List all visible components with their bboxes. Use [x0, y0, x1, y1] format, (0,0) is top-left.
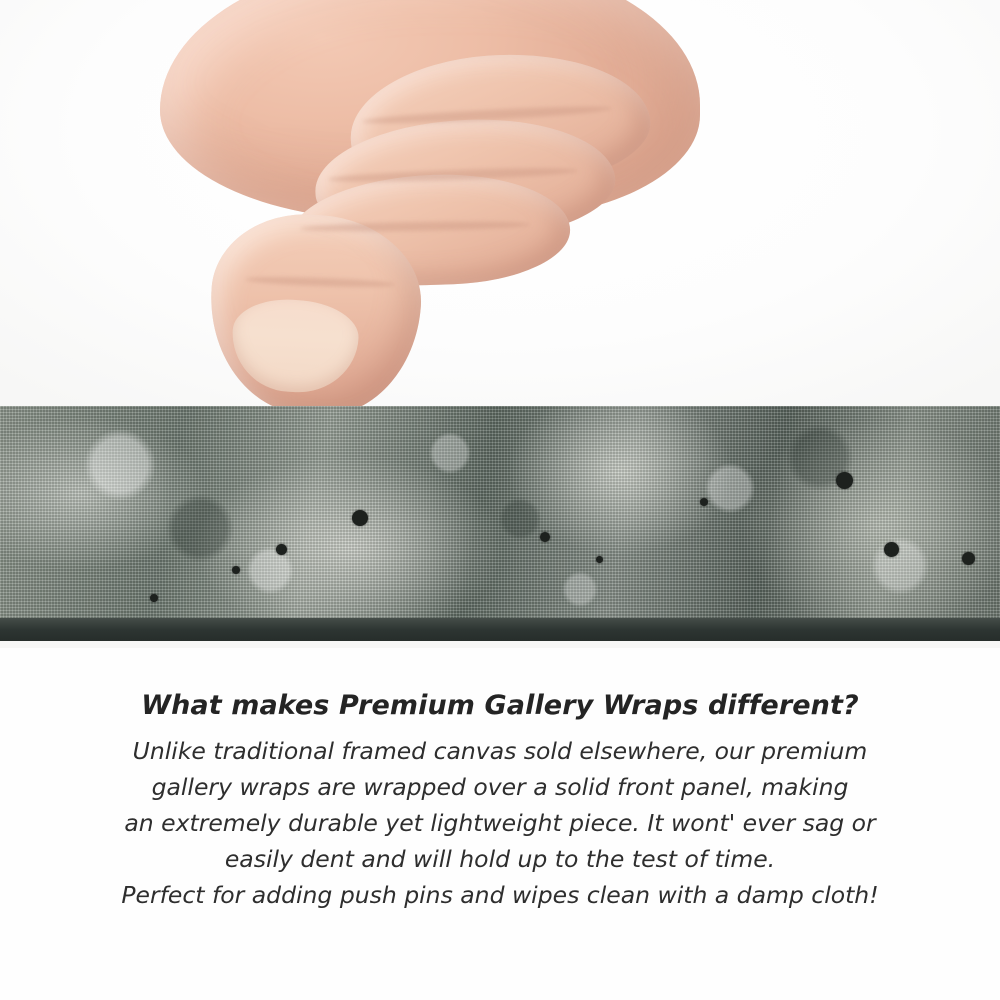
- caption-line-3: an extremely durable yet lightweight piece. It wont' ever sag or: [124, 809, 876, 837]
- canvas-speck: [836, 472, 853, 489]
- canvas-paint-mottle: [0, 406, 1000, 641]
- canvas-bottom-edge: [0, 618, 1000, 641]
- canvas-speck: [276, 544, 287, 555]
- canvas-speck: [150, 594, 158, 602]
- canvas-speck: [884, 542, 899, 557]
- canvas-speck: [352, 510, 368, 526]
- caption-line-1: Unlike traditional framed canvas sold elsewhere, our premium: [132, 737, 868, 765]
- caption-line-5: Perfect for adding push pins and wipes clean with a damp cloth!: [121, 881, 879, 909]
- caption-line-4: easily dent and will hold up to the test of time.: [224, 845, 776, 873]
- canvas-speck: [540, 532, 550, 542]
- hand-illustration: [100, 0, 720, 430]
- caption-line-2: gallery wraps are wrapped over a solid front panel, making: [151, 773, 849, 801]
- canvas-speck: [232, 566, 240, 574]
- canvas-speck: [962, 552, 975, 565]
- caption-block: [0, 690, 1000, 913]
- canvas-speck: [700, 498, 708, 506]
- canvas-speck: [596, 556, 603, 563]
- caption-heading: What makes Premium Gallery Wraps different?: [141, 690, 859, 721]
- canvas-edge-strip: [0, 406, 1000, 641]
